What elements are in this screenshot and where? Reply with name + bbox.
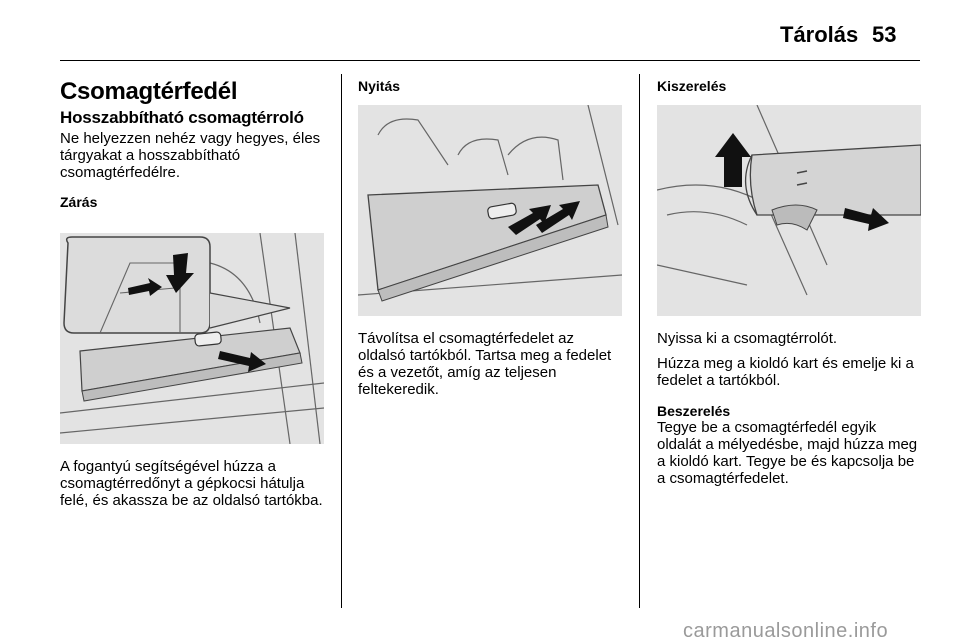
closing-instructions: A fogantyú segítségével húzza a csomagtérredőnyt a gépkocsi hátulja felé, és akassza be az oldalsó tartókba. — [60, 458, 323, 509]
page-number: 53 — [872, 22, 897, 47]
removal-step-2: Húzza meg a kioldó kart és emelje ki a fedelet a tartókból. — [657, 355, 914, 389]
removal-illustration — [657, 105, 921, 316]
removal-step-1: Nyissa ki a csomagtérrolót. — [657, 330, 838, 347]
page-title: Csomagtérfedél — [60, 78, 238, 105]
column-2 — [358, 72, 624, 94]
column-2-lower — [358, 330, 624, 398]
closing-illustration — [60, 233, 324, 444]
watermark: carmanualsonline.info — [683, 620, 889, 642]
opening-heading: Nyitás — [358, 78, 401, 94]
intro-text: Ne helyezzen nehéz vagy hegyes, éles tárgyakat a hosszabbítható csomagtérfedélre. — [60, 130, 321, 181]
subsection-title: Hosszabbítható csomagtérroló — [60, 108, 304, 127]
install-heading: Beszerelés — [657, 403, 731, 419]
column-3-lower — [657, 330, 923, 487]
opening-instructions: Távolítsa el csomagtérfedelet az oldalsó tartókból. Tartsa meg a fedelet és a vezetőt, amíg az teljesen feltekeredik. — [358, 330, 612, 398]
header-divider — [60, 60, 920, 61]
column-1 — [60, 72, 328, 210]
opening-illustration — [358, 105, 622, 316]
column-divider-2 — [639, 74, 640, 608]
install-instructions: Tegye be a csomagtérfedél egyik oldalát a mélyedésbe, majd húzza meg a kioldó kart. Tegye be és kapcsolja be a csomagtérfedelet. — [657, 419, 918, 487]
removal-illustration-art — [657, 105, 921, 316]
column-1-lower — [60, 458, 328, 509]
column-3 — [657, 72, 923, 94]
removal-heading: Kiszerelés — [657, 78, 727, 94]
closing-heading: Zárás — [60, 194, 98, 210]
opening-illustration-art — [358, 105, 622, 316]
closing-illustration-art — [60, 233, 324, 444]
page-header — [0, 0, 960, 62]
section-title: Tárolás — [780, 22, 859, 47]
column-divider-1 — [341, 74, 342, 608]
